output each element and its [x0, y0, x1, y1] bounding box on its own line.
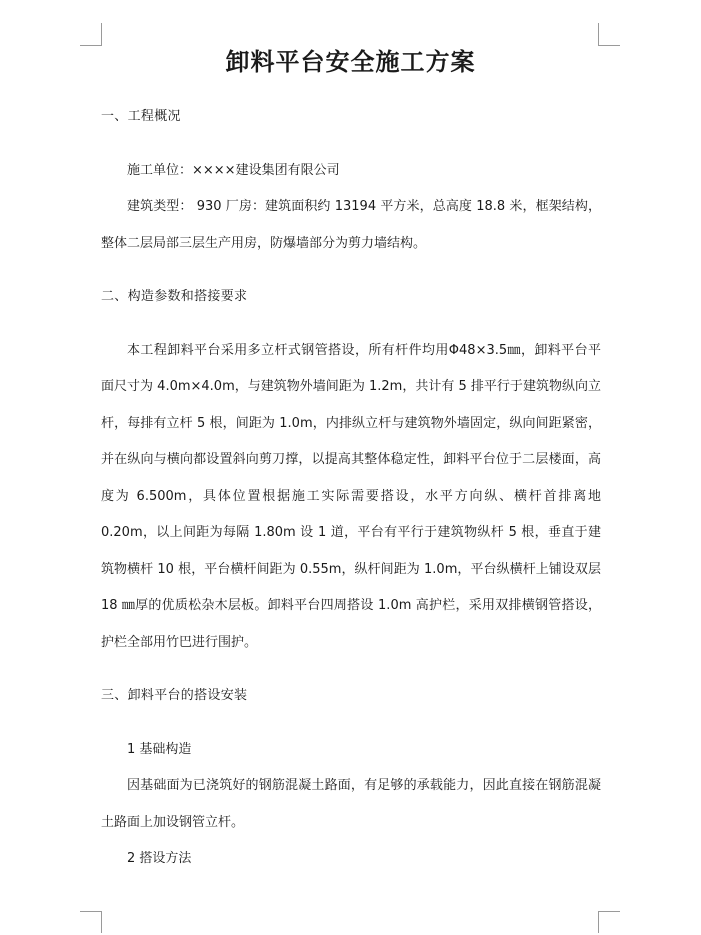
document-body	[101, 99, 601, 878]
section-heading-overview: 一、工程概况	[101, 109, 181, 124]
section-heading-installation: 三、卸料平台的搭设安装	[101, 688, 248, 703]
foundation-paragraph: 因基础面为已浇筑好的钢筋混凝土路面，有足够的承载能力，因此直接在钢筋混凝土路面上加设钢管立杆。	[101, 778, 601, 830]
construction-unit-paragraph: 施工单位：××××建设集团有限公司	[127, 162, 340, 178]
building-type-paragraph: 建筑类型： 930 厂房：建筑面积约 13194 平方米，总高度 18.8 米，框架结构，整体二层局部三层生产用房，防爆墙部分为剪力墙结构。	[101, 199, 601, 251]
document-title: 卸料平台安全施工方案	[225, 47, 476, 76]
section-heading-parameters: 二、构造参数和搭接要求	[101, 289, 248, 304]
subheading-erection-method: 2 搭设方法	[127, 851, 192, 866]
subheading-foundation: 1 基础构造	[127, 741, 192, 757]
parameters-paragraph: 本工程卸料平台采用多立杆式钢管搭设，所有杆件均用Φ48×3.5㎜，卸料平台平面尺寸为 4.0m×4.0m，与建筑物外墙间距为 1.2m，共计有 5 排平行于建筑物纵向立杆，每排有立杆 5 根，间距为 1.0m，内排纵立杆与建筑物外墙固定，纵向间距紧密，并在纵向与横向都设置斜向剪刀撑，以提高其整体稳定性，卸料平台位于二层楼面，高度为 6.500m，具体位置根据施工实际需要搭设，水平方向纵、横杆首排离地 0.20m，以上间距为每隔 1.80m 设 1 道，平台有平行于建筑物纵杆 5 根，垂直于建筑物横杆 10 根，平台横杆间距为 0.55m，纵杆间距为 1.0m，平台纵横杆上铺设双层 18 ㎜厚的优质松杂木层板。卸料平台四周搭设 1.0m 高护栏，采用双排横钢管搭设，护栏全部用竹巴进行围护。	[101, 342, 601, 650]
